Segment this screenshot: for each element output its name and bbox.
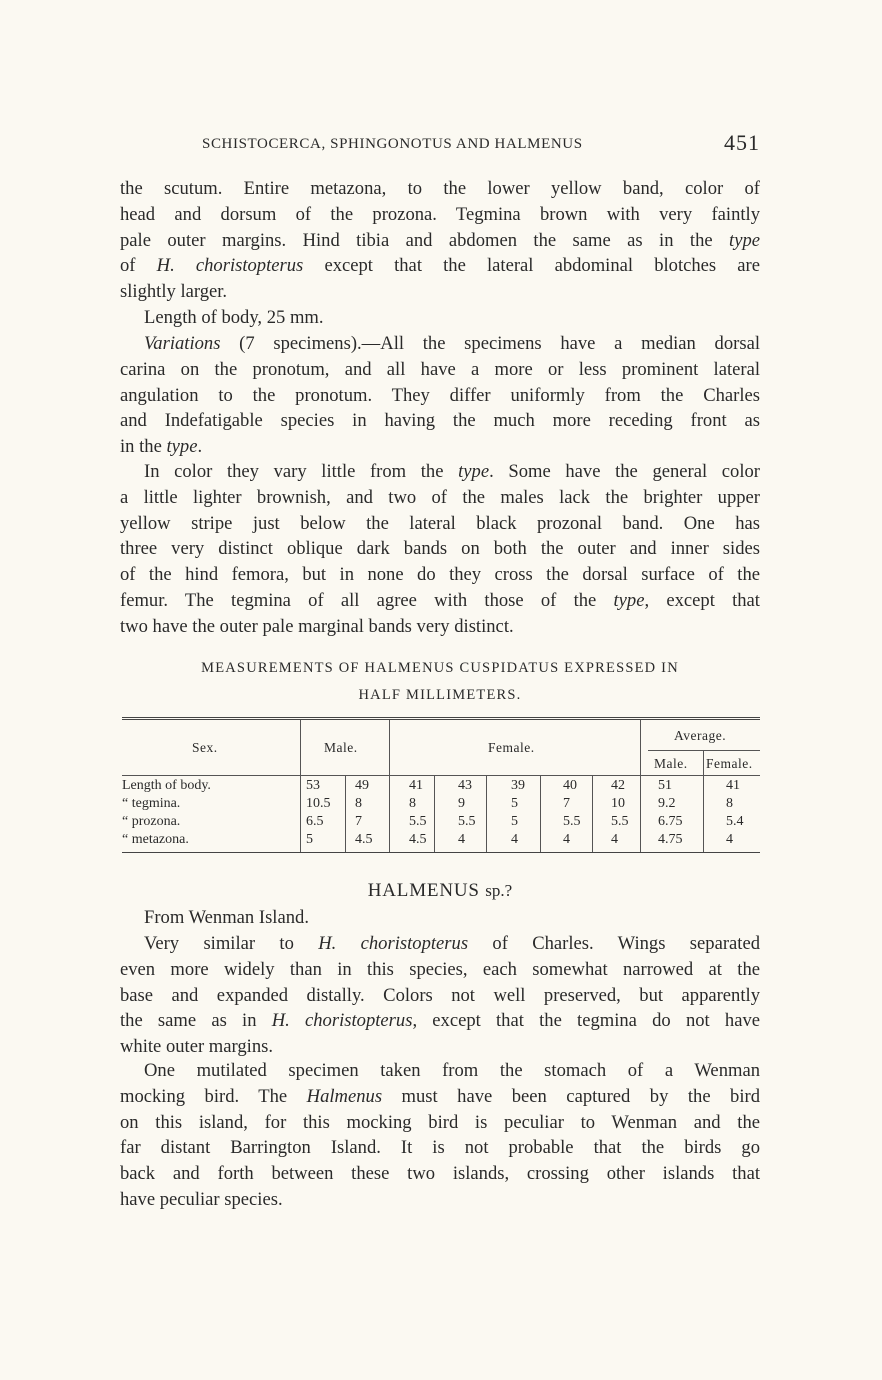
header-average-male: Male. — [654, 756, 688, 771]
paragraph-5 — [120, 931, 760, 1060]
text-segment: pale outer margins. Hind tibia and abdomen the same as in the — [120, 229, 730, 251]
header-male: Male. — [324, 740, 358, 755]
length-paragraph — [120, 305, 760, 331]
female-value: 4 — [611, 832, 618, 847]
section-heading — [120, 880, 760, 902]
male-value: 7 — [355, 814, 362, 829]
average-male-value: 4.75 — [658, 832, 683, 847]
italic-text: Variations — [144, 333, 221, 354]
female-value: 7 — [563, 796, 570, 811]
table-caption-line-1: MEASUREMENTS OF HALMENUS CUSPIDATUS EXPRESSED IN — [201, 660, 679, 676]
male-value: 5 — [306, 832, 313, 847]
text-line: angulation to the pronotum. They differ uniformly from the Charles — [120, 384, 760, 406]
female-value: 4 — [563, 832, 570, 847]
table-divider — [345, 775, 346, 852]
male-value: 53 — [306, 778, 320, 793]
female-value: 9 — [458, 796, 465, 811]
paragraph-4 — [120, 905, 760, 931]
text-line: three very distinct oblique dark bands on both the outer and inner sides — [120, 538, 760, 560]
text-segment: , except that — [644, 589, 760, 611]
average-subheader-rule — [640, 775, 760, 776]
text-line: base and expanded distally. Colors not well preserved, but apparently — [120, 984, 760, 1006]
male-value: 49 — [355, 778, 369, 793]
text-line — [120, 931, 760, 957]
average-male-value: 51 — [658, 778, 672, 793]
italic-text: type — [458, 461, 490, 482]
female-value: 5.5 — [563, 814, 581, 829]
table-divider — [389, 720, 390, 852]
table-top-rule — [122, 717, 760, 720]
text-line: of the hind femora, but in none do they cross the dorsal surface of the — [120, 564, 760, 586]
text-segment: , except that the tegmina do not have — [412, 1010, 761, 1032]
sex-header-rule — [122, 775, 300, 776]
text-segment: . Some have the general color — [489, 461, 760, 482]
table-bottom-rule — [122, 852, 760, 853]
header-average: Average. — [674, 728, 727, 743]
table-divider — [592, 775, 593, 852]
table-divider — [434, 775, 435, 852]
text-line: the scutum. Entire metazona, to the lower yellow band, color of — [120, 178, 760, 199]
table-divider — [703, 750, 704, 852]
italic-text: H. choristopterus — [156, 255, 304, 277]
female-value: 4 — [458, 832, 465, 847]
running-title: SCHISTOCERCA, SPHINGONOTUS AND HALMENUS — [202, 136, 583, 152]
female-value: 5 — [511, 814, 518, 829]
average-female-value: 8 — [726, 796, 733, 811]
female-value: 10 — [611, 796, 625, 811]
paragraph-3 — [120, 459, 760, 640]
text-line: two have the outer pale marginal bands very distinct. — [120, 615, 514, 637]
text-segment: Very similar to — [144, 933, 319, 954]
text-line — [120, 331, 760, 357]
text-segment: (7 specimens).—All the specimens have a median dorsal — [220, 333, 760, 354]
header-average-female: Female. — [706, 756, 753, 771]
female-value: 5.5 — [611, 814, 629, 829]
paragraph-1 — [120, 176, 760, 305]
female-value: 4 — [511, 832, 518, 847]
text-line: carina on the pronotum, and all have a more or less prominent lateral — [120, 358, 760, 380]
header-sex: Sex. — [192, 740, 218, 755]
text-line — [120, 253, 760, 279]
text-line — [120, 434, 760, 460]
text-line: white outer margins. — [120, 1036, 274, 1058]
average-female-value: 41 — [726, 778, 740, 793]
male-value: 10.5 — [306, 796, 331, 811]
table-divider — [486, 775, 487, 852]
italic-text: H. choristopterus — [271, 1010, 413, 1032]
female-value: 39 — [511, 778, 525, 793]
text-line: One mutilated specimen taken from the stomach of a Wenman — [144, 1060, 760, 1081]
text-line: a little lighter brownish, and two of the males lack the brighter upper — [120, 486, 760, 508]
text-segment: femur. The tegmina of all agree with those of the — [120, 589, 614, 611]
row-label: “ metazona. — [122, 832, 189, 847]
text-line: yellow stripe just below the lateral black prozonal band. One has — [120, 512, 760, 534]
female-value: 4.5 — [409, 832, 427, 847]
paragraph-2 — [120, 331, 760, 460]
text-line: have peculiar species. — [120, 1188, 283, 1210]
text-segment: in the — [120, 436, 167, 458]
italic-text: H. choristopterus — [318, 933, 469, 954]
text-segment: mocking bird. The — [120, 1085, 307, 1107]
data-header-rule — [300, 775, 640, 776]
text-segment: In color they vary little from the — [144, 461, 459, 482]
row-label: Length of body. — [122, 778, 211, 793]
header-female: Female. — [488, 740, 535, 755]
male-value: 4.5 — [355, 832, 373, 847]
female-value: 43 — [458, 778, 472, 793]
female-value: 8 — [409, 796, 416, 811]
average-female-value: 5.4 — [726, 814, 744, 829]
text-line: slightly larger. — [120, 281, 228, 303]
section-heading-suffix: sp.? — [485, 881, 513, 900]
text-line — [120, 1008, 760, 1034]
text-line: far distant Barrington Island. It is not probable that the birds go — [120, 1137, 760, 1159]
italic-text: type — [166, 436, 198, 458]
female-value: 5.5 — [409, 814, 427, 829]
female-value: 40 — [563, 778, 577, 793]
female-value: 5.5 — [458, 814, 476, 829]
table-caption-line-2: HALF MILLIMETERS. — [358, 687, 522, 703]
female-value: 42 — [611, 778, 625, 793]
italic-text: type — [729, 229, 760, 251]
text-line: on this island, for this mocking bird is peculiar to Wenman and the — [120, 1111, 760, 1133]
text-segment: the same as in — [120, 1010, 272, 1032]
female-value: 41 — [409, 778, 423, 793]
average-male-value: 6.75 — [658, 814, 683, 829]
text-line — [120, 459, 760, 485]
table-divider — [300, 720, 301, 852]
text-segment: except that the lateral abdominal blotches are — [303, 255, 760, 277]
text-line: even more widely than in this species, each somewhat narrowed at the — [120, 958, 760, 980]
average-male-value: 9.2 — [658, 796, 676, 811]
text-line: and Indefatigable species in having the much more receding front as — [120, 410, 760, 432]
male-value: 6.5 — [306, 814, 324, 829]
text-segment: must have been captured by the bird — [382, 1085, 760, 1107]
text-line: From Wenman Island. — [144, 907, 309, 928]
female-value: 5 — [511, 796, 518, 811]
text-line: head and dorsum of the prozona. Tegmina brown with very faintly — [120, 203, 760, 225]
text-line — [120, 228, 760, 254]
section-heading-title: HALMENUS — [367, 880, 480, 901]
text-line — [120, 1084, 760, 1110]
average-header-rule — [648, 750, 760, 751]
text-segment: of — [120, 255, 157, 277]
row-label: “ prozona. — [122, 814, 181, 829]
table-divider — [640, 720, 641, 852]
text-segment: of Charles. Wings separated — [468, 933, 760, 954]
text-line — [120, 588, 760, 614]
paragraph-6 — [120, 1058, 760, 1213]
text-segment: . — [197, 436, 203, 458]
table-divider — [540, 775, 541, 852]
page-number: 451 — [724, 130, 760, 155]
italic-text: type — [613, 589, 645, 611]
italic-text: Halmenus — [306, 1085, 383, 1107]
text-line: back and forth between these two islands, crossing other islands that — [120, 1163, 760, 1185]
length-line: Length of body, 25 mm. — [144, 307, 324, 328]
average-female-value: 4 — [726, 832, 733, 847]
male-value: 8 — [355, 796, 362, 811]
row-label: “ tegmina. — [122, 796, 181, 811]
